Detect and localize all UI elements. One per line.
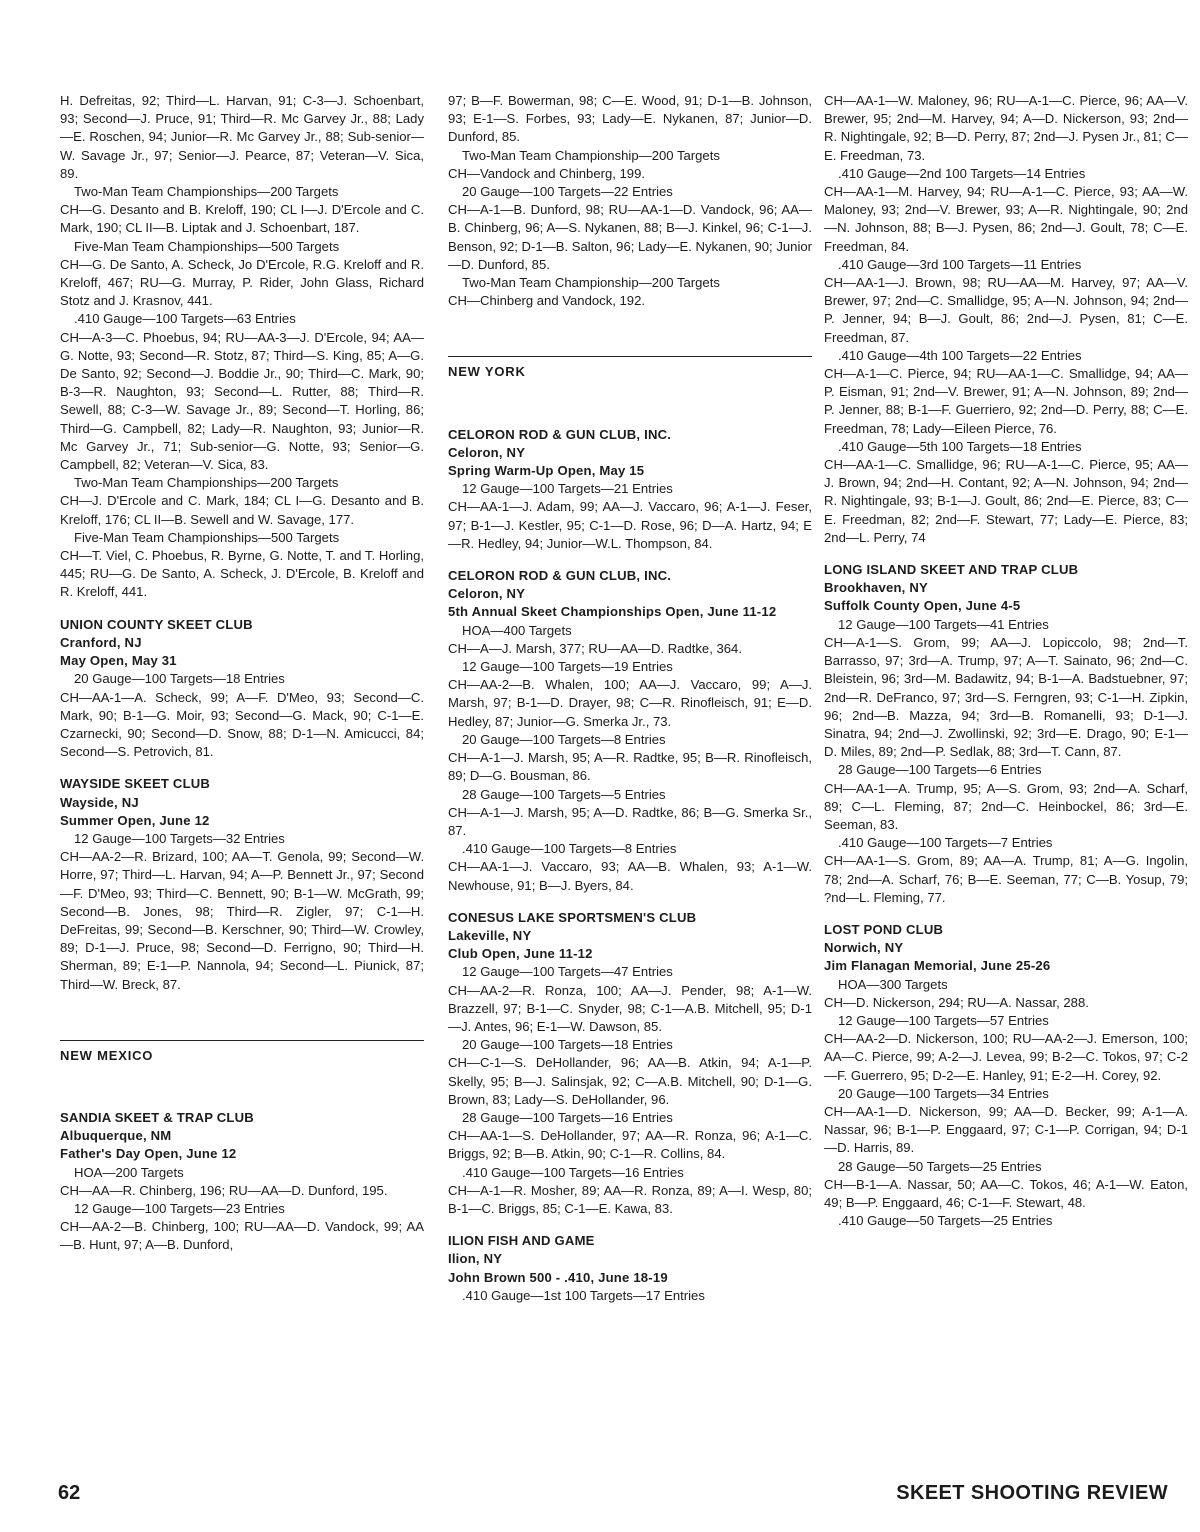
event-heading: Five-Man Team Championships—500 Targets (74, 529, 340, 545)
result-paragraph: CH—A-3—C. Phoebus, 94; RU—AA-3—J. D'Ercole, 94; AA—G. Notte, 93; Second—R. Stotz, 87; Third—S. King, 85; A—G. De Santo, 92; Second—J. Boddie Jr., 90; Third—C. Mark, 90; B-3—R. Naughton, 93; Second—L. Rutter, 88; Third—R. Sewell, 88; C-3—W. Savage Jr., 89; Second—T. Horling, 86; Third—G. Campbell, 82; Lady—R. Naughton, 93; Junior—R. Mc Garvey Jr., 71; Sub-senior—G. Notte, 93; Senior—G. Campbell, 82; Veteran—V. Sica, 83. (60, 329, 424, 473)
club-heading: Brookhaven, NY (824, 580, 928, 596)
result-paragraph: CH—C-1—S. DeHollander, 96; AA—B. Atkin, 94; A-1—P. Skelly, 95; B—J. Salinsjak, 92; C—A.B. Mitchell, 90; D-1—G. Brown, 83; Lady—S. DeHollander, 96. (448, 1055, 812, 1107)
club-heading: Spring Warm-Up Open, May 15 (448, 463, 645, 479)
result-paragraph: CH—G. De Santo, A. Scheck, Jo D'Ercole, R.G. Kreloff and R. Kreloff, 467; RU—G. Murray, P. Rider, John Glass, Richard Stotz and J. Krasnov, 441. (60, 256, 424, 309)
event-heading: 12 Gauge—100 Targets—19 Entries (462, 659, 673, 675)
club-heading: Wayside, NJ (60, 794, 139, 810)
result-paragraph: CH—G. Desanto and B. Kreloff, 190; CL I—J. D'Ercole and C. Mark, 190; CL II—B. Liptak and J. Schoenbart, 187. (60, 202, 424, 236)
result-paragraph: CH—AA-2—B. Whalen, 100; AA—J. Vaccaro, 99; A—J. Marsh, 97; B-1—D. Drayer, 98; C—R. Rinofleisch, 91; E—D. Hedley, 87; Junior—G. Smerka Jr., 73. (448, 677, 812, 729)
event-heading: .410 Gauge—100 Targets—8 Entries (462, 841, 677, 857)
club-heading: UNION COUNTY SKEET CLUB (60, 616, 253, 632)
club-heading: Lakeville, NY (448, 927, 532, 943)
club-heading: Jim Flanagan Memorial, June 25-26 (824, 958, 1051, 974)
club-heading: Club Open, June 11-12 (448, 946, 593, 962)
club-heading: Celoron, NY (448, 444, 526, 460)
result-paragraph: CH—B-1—A. Nassar, 50; AA—C. Tokos, 46; A-1—W. Eaton, 49; B—P. Enggaard, 46; C-1—F. Stewart, 48. (824, 1176, 1188, 1210)
club-heading: Albuquerque, NM (60, 1128, 172, 1144)
event-heading: Two-Man Team Championship—200 Targets (462, 275, 720, 291)
event-heading: 12 Gauge—100 Targets—21 Entries (462, 481, 673, 497)
result-paragraph: CH—AA-1—A. Scheck, 99; A—F. D'Meo, 93; Second—C. Mark, 90; B-1—G. Moir, 93; Second—G. Mack, 90; C-1—E. Czarnecki, 90; Second—D. Snow, 88; D-1—N. Amicucci, 84; Second—S. Petrovich, 81. (60, 689, 424, 760)
result-paragraph: CH—J. D'Ercole and C. Mark, 184; CL I—G. Desanto and B. Kreloff, 176; CL II—B. Sewell and W. Savage, 177. (60, 493, 424, 527)
club-heading: ILION FISH AND GAME (448, 1233, 595, 1249)
event-heading: .410 Gauge—50 Targets—25 Entries (838, 1213, 1053, 1229)
club-heading: John Brown 500 - .410, June 18-19 (448, 1269, 668, 1285)
result-paragraph: CH—AA-1—W. Maloney, 96; RU—A-1—C. Pierce, 96; AA—V. Brewer, 95; 2nd—M. Harvey, 94; A—D. Nickerson, 93; 2nd—R. Nightingale, 92; B—D. Perry, 87; 2nd—J. Pysen Jr., 81; C—E. Freedman, 73. (824, 93, 1188, 163)
result-paragraph: CH—AA-1—C. Smallidge, 96; RU—A-1—C. Pierce, 95; AA—J. Brown, 94; 2nd—H. Contant, 92; A—N. Johnson, 94; 2nd—R. Nightingale, 93; B-1—J. Goult, 86; 2nd—E. Pierce, 83; C—E. Freedman, 82; 2nd—F. Stewart, 77; Lady—E. Pierce, 83; 2nd—L. Perry, 74 (824, 457, 1188, 545)
result-paragraph: CH—AA-1—A. Trump, 95; A—S. Grom, 93; 2nd—A. Scharf, 89; C—L. Fleming, 87; 2nd—C. Heinbockel, 86; 3rd—E. Seeman, 83. (824, 780, 1188, 832)
club-heading: SANDIA SKEET & TRAP CLUB (60, 1109, 254, 1125)
club-heading: Father's Day Open, June 12 (60, 1146, 237, 1162)
club-heading: WAYSIDE SKEET CLUB (60, 776, 211, 792)
event-heading: 12 Gauge—100 Targets—23 Entries (74, 1200, 285, 1216)
club-heading: Celoron, NY (448, 586, 526, 602)
club-heading: Cranford, NJ (60, 634, 142, 650)
state-heading: NEW YORK (448, 356, 812, 381)
event-heading: HOA—200 Targets (74, 1164, 184, 1180)
result-paragraph: CH—A-1—J. Marsh, 95; A—R. Radtke, 95; B—R. Rinofleisch, 89; D—G. Bousman, 86. (448, 750, 812, 784)
event-heading: 20 Gauge—100 Targets—8 Entries (462, 731, 666, 747)
result-paragraph: CH—Chinberg and Vandock, 192. (448, 293, 646, 309)
result-paragraph: CH—A-1—J. Marsh, 95; A—D. Radtke, 86; B—G. Smerka Sr., 87. (448, 804, 812, 838)
column-2 (448, 92, 812, 1305)
event-heading: 20 Gauge—100 Targets—22 Entries (462, 184, 673, 200)
result-paragraph: CH—AA-1—S. DeHollander, 97; AA—R. Ronza, 96; A-1—C. Briggs, 92; B—B. Atkin, 90; C-1—R. Collins, 84. (448, 1128, 812, 1162)
club-heading: CELORON ROD & GUN CLUB, INC. (448, 568, 672, 584)
club-heading: LOST POND CLUB (824, 921, 944, 937)
event-heading: 12 Gauge—100 Targets—57 Entries (838, 1012, 1049, 1028)
event-heading: Two-Man Team Championships—200 Targets (74, 475, 339, 491)
event-heading: 12 Gauge—100 Targets—47 Entries (462, 964, 673, 980)
event-heading: 28 Gauge—100 Targets—16 Entries (462, 1109, 673, 1125)
result-paragraph: CH—AA-2—R. Brizard, 100; AA—T. Genola, 99; Second—W. Horre, 97; Third—L. Harvan, 94; A—P. Bennett Jr., 97; Second—F. D'Meo, 93; Third—C. Bennett, 90; B-1—W. McGrath, 99; Second—B. Jones, 98; Third—R. Zigler, 97; C-1—H. DeFreitas, 99; Second—B. Kerschner, 90; Third—W. Crowley, 89; D-1—J. Pruce, 98; Second—D. Ferrigno, 90; Third—H. Sherman, 89; E-1—P. Nannola, 94; Second—L. Piunick, 87; Third—W. Breck, 87. (60, 849, 424, 992)
result-paragraph: CH—A—J. Marsh, 377; RU—AA—D. Radtke, 364. (448, 640, 742, 656)
result-paragraph: CH—A-1—S. Grom, 99; AA—J. Lopiccolo, 98; 2nd—T. Barrasso, 97; 3rd—A. Trump, 97; A—T. Sainato, 96; 2nd—C. Bleistein, 96; 3rd—M. Badawitz, 94; B-1—A. Badstuebner, 97; 2nd—R. DeFranco, 97; 3rd—S. Ferngren, 93; C-1—H. Zipkin, 96; 2nd—B. Mazza, 94; 3rd—B. Romanelli, 93; D-1—J. Sinatra, 94; 2nd—J. Zwollinski, 92; 3rd—E. Drago, 90; E-1—D. Miles, 89; 2nd—P. Sedlak, 88; 3rd—T. Cann, 87. (824, 634, 1188, 760)
event-heading: 20 Gauge—100 Targets—18 Entries (462, 1037, 673, 1053)
event-heading: .410 Gauge—100 Targets—63 Entries (74, 311, 296, 327)
event-heading: .410 Gauge—5th 100 Targets—18 Entries (838, 438, 1082, 454)
column-3 (824, 92, 1188, 1230)
result-paragraph: CH—AA-1—M. Harvey, 94; RU—A-1—C. Pierce, 93; AA—W. Maloney, 93; 2nd—V. Brewer, 93; A—R. Nightingale, 90; 2nd—N. Johnson, 88; B—J. Pysen, 86; 2nd—J. Goult, 78; C—E. Freedman, 84. (824, 184, 1188, 254)
result-paragraph: CH—AA-1—J. Adam, 99; AA—J. Vaccaro, 96; A-1—J. Feser, 97; B-1—J. Kestler, 95; C-1—D. Rose, 96; D—A. Hartz, 94; E—R. Hedley, 94; Junior—W.L. Thompson, 84. (448, 499, 812, 551)
event-heading: .410 Gauge—1st 100 Targets—17 Entries (462, 1287, 705, 1303)
column-1 (60, 92, 424, 1255)
club-heading: Norwich, NY (824, 940, 904, 956)
spacer (448, 895, 812, 909)
event-heading: 28 Gauge—100 Targets—5 Entries (462, 786, 666, 802)
event-heading: 20 Gauge—100 Targets—18 Entries (74, 671, 285, 687)
event-heading: Two-Man Team Championships—200 Targets (74, 184, 339, 200)
event-heading: Two-Man Team Championship—200 Targets (462, 147, 720, 163)
event-heading: 12 Gauge—100 Targets—41 Entries (838, 616, 1049, 632)
event-heading: .410 Gauge—4th 100 Targets—22 Entries (838, 347, 1082, 363)
event-heading: 28 Gauge—50 Targets—25 Entries (838, 1158, 1042, 1174)
club-heading: CELORON ROD & GUN CLUB, INC. (448, 426, 672, 442)
event-heading: .410 Gauge—3rd 100 Targets—11 Entries (838, 256, 1082, 272)
result-paragraph: CH—AA-1—J. Brown, 98; RU—AA—M. Harvey, 97; AA—V. Brewer, 97; 2nd—C. Smallidge, 95; A—N. Johnson, 94; 2nd—P. Jenner, 94; B—J. Goult, 86; 2nd—J. Pysen, 81; C—E. Freedman, 87. (824, 275, 1188, 345)
result-paragraph: CH—Vandock and Chinberg, 199. (448, 165, 646, 181)
result-paragraph: CH—AA-1—S. Grom, 89; AA—A. Trump, 81; A—G. Ingolin, 78; 2nd—A. Scharf, 76; B—E. Seeman, 77; C—B. Yosup, 79; ?nd—L. Fleming, 77. (824, 853, 1188, 905)
club-heading: Suffolk County Open, June 4-5 (824, 598, 1021, 614)
result-paragraph: CH—T. Viel, C. Phoebus, R. Byrne, G. Notte, T. and T. Horling, 445; RU—G. De Santo, A. Scheck, J. D'Ercole, B. Kreloff and R. Kreloff, 441. (60, 548, 424, 600)
spacer (60, 602, 424, 616)
result-paragraph: H. Defreitas, 92; Third—L. Harvan, 91; C-3—J. Schoenbart, 93; Second—J. Pruce, 91; Third—R. Mc Garvey Jr., 88; Lady—E. Roschen, 94; Junior—R. Mc Garvey Jr., 88; Sub-senior—W. Savage Jr., 97; Senior—J. Pearce, 87; Veteran—V. Sica, 89. (60, 93, 424, 181)
event-heading: 12 Gauge—100 Targets—32 Entries (74, 830, 285, 846)
club-heading: LONG ISLAND SKEET AND TRAP CLUB (824, 562, 1079, 578)
club-heading: Summer Open, June 12 (60, 812, 210, 828)
result-paragraph: 97; B—F. Bowerman, 98; C—E. Wood, 91; D-1—B. Johnson, 93; E-1—S. Forbes, 93; Lady—E. Nykanen, 87; Junior—D. Dunford, 85. (448, 93, 812, 145)
event-heading: 28 Gauge—100 Targets—6 Entries (838, 762, 1042, 778)
publication-title: SKEET SHOOTING REVIEW (896, 1482, 1168, 1504)
result-paragraph: CH—AA-2—B. Chinberg, 100; RU—AA—D. Vandock, 99; AA—B. Hunt, 97; A—B. Dunford, (60, 1219, 424, 1253)
result-paragraph: CH—AA—R. Chinberg, 196; RU—AA—D. Dunford, 195. (60, 1182, 388, 1198)
event-heading: 20 Gauge—100 Targets—34 Entries (838, 1085, 1049, 1101)
result-paragraph: CH—AA-1—J. Vaccaro, 93; AA—B. Whalen, 93; A-1—W. Newhouse, 91; B—J. Byers, 84. (448, 859, 812, 893)
event-heading: .410 Gauge—100 Targets—7 Entries (838, 835, 1053, 851)
club-heading: CONESUS LAKE SPORTSMEN'S CLUB (448, 909, 697, 925)
result-paragraph: CH—D. Nickerson, 294; RU—A. Nassar, 288. (824, 994, 1089, 1010)
club-heading: May Open, May 31 (60, 653, 177, 669)
result-paragraph: CH—AA-1—D. Nickerson, 99; AA—D. Becker, 99; A-1—A. Nassar, 96; B-1—P. Enggaard, 97; C-1—P. Corrigan, 94; D-1—D. Harris, 89. (824, 1103, 1188, 1156)
spacer (824, 907, 1188, 921)
result-paragraph: CH—A-1—C. Pierce, 94; RU—AA-1—C. Smallidge, 94; AA—P. Eisman, 91; 2nd—V. Brewer, 91; A—N. Johnson, 89; 2nd—P. Jenner, 88; B-1—F. Guerriero, 92; 2nd—D. Perry, 88; C—E. Freedman, 78; Lady—Eileen Pierce, 76. (824, 366, 1188, 436)
result-paragraph: CH—AA-2—R. Ronza, 100; AA—J. Pender, 98; A-1—W. Brazzell, 97; B-1—C. Snyder, 98; C-1—A.B. Mitchell, 95; D-1—J. Antes, 96; E-1—W. Dawson, 85. (448, 982, 812, 1034)
event-heading: HOA—300 Targets (838, 976, 948, 992)
spacer (448, 553, 812, 567)
spacer (448, 1218, 812, 1232)
spacer (824, 547, 1188, 561)
result-paragraph: CH—A-1—R. Mosher, 89; AA—R. Ronza, 89; A—I. Wesp, 80; B-1—C. Briggs, 85; C-1—E. Kawa, 83. (448, 1182, 812, 1216)
club-heading: Ilion, NY (448, 1251, 503, 1267)
club-heading: 5th Annual Skeet Championships Open, June 11-12 (448, 604, 777, 620)
spacer (60, 761, 424, 775)
event-heading: .410 Gauge—100 Targets—16 Entries (462, 1164, 684, 1180)
event-heading: Five-Man Team Championships—500 Targets (74, 238, 340, 254)
state-heading: NEW MEXICO (60, 1040, 424, 1065)
event-heading: HOA—400 Targets (462, 622, 572, 638)
page-number: 62 (58, 1482, 81, 1504)
result-paragraph: CH—A-1—B. Dunford, 98; RU—AA-1—D. Vandock, 96; AA—B. Chinberg, 96; A—S. Nykanen, 88; B—J. Kinkel, 96; C-1—J. Benson, 92; D-1—B. Salton, 96; Lady—E. Nykanen, 90; Junior—D. Dunford, 85. (448, 202, 812, 272)
result-paragraph: CH—AA-2—D. Nickerson, 100; RU—AA-2—J. Emerson, 100; AA—C. Pierce, 99; A-2—J. Levea, 99; B-2—C. Tokos, 97; C-2—F. Guerrero, 95; D-2—E. Hanley, 91; E-2—H. Corey, 92. (824, 1031, 1188, 1083)
event-heading: .410 Gauge—2nd 100 Targets—14 Entries (838, 165, 1086, 181)
